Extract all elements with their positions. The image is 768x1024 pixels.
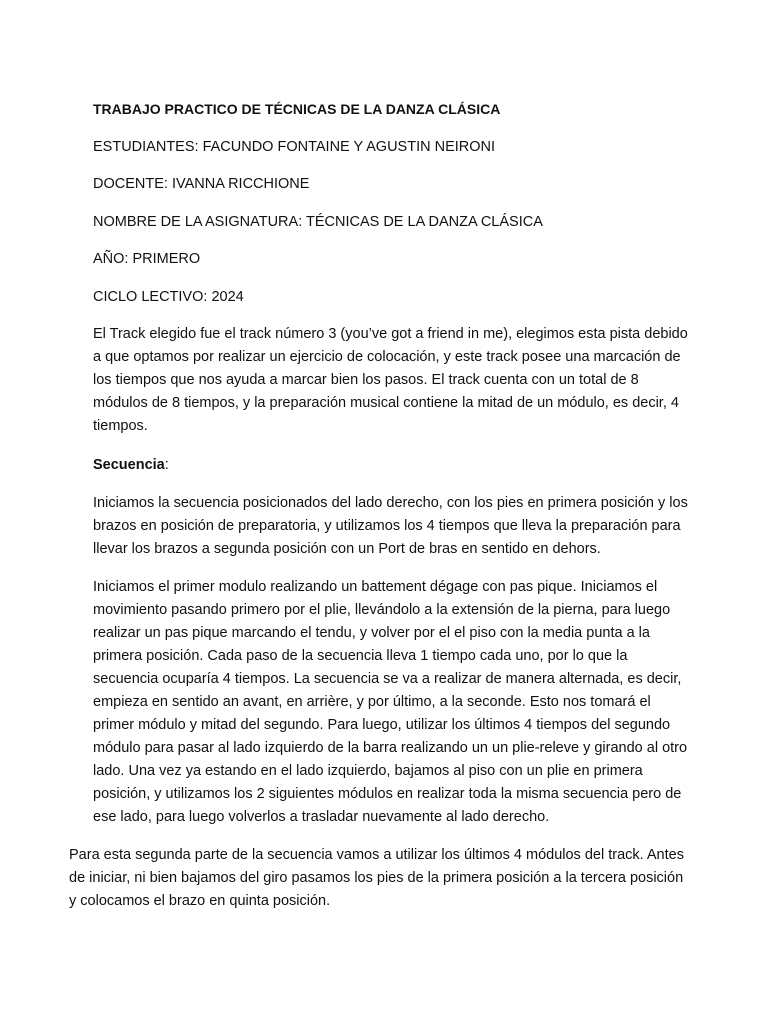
paragraph-sequence-start: Iniciamos la secuencia posicionados del lado derecho, con los pies en primera posición y los brazos en posición de preparatoria, y utilizamos los 4 tiempos que lleva la preparación para llevar los brazos a segunda posición con un Port de bras en sentido en dehors. bbox=[93, 495, 688, 557]
cycle-line: CICLO LECTIVO: 2024 bbox=[93, 289, 244, 305]
students-line: ESTUDIANTES: FACUNDO FONTAINE Y AGUSTIN NEIRONI bbox=[93, 139, 496, 155]
subject-line: NOMBRE DE LA ASIGNATURA: TÉCNICAS DE LA DANZA CLÁSICA bbox=[93, 214, 543, 230]
paragraph-first-module: Iniciamos el primer modulo realizando un battement dégage con pas pique. Iniciamos el movimiento pasando primero por el plie, llevándolo a la extensión de la pierna, para luego realizar un pas pique marcando el tendu, y volver por el el piso con la media punta a la primera posición. Cada paso de la secuencia lleva 1 tiempo cada uno, por lo que la secuencia ocuparía 4 tiempos. La secuencia se va a realizar de manera alternada, es decir, empieza en sentido an avant, en arrière, y por último, a la seconde. Esto nos tomará el primer módulo y mitad del segundo. Para luego, utilizar los últimos 4 tiempos del segundo módulo para pasar al lado izquierdo de la barra realizando un un plie-releve y girando al otro lado. Una vez ya estando en el lado izquierdo, bajamos al piso con un plie en primera posición, y utilizamos los 2 siguientes módulos en realizar toda la misma secuencia pero de ese lado, para luego volverlos a trasladar nuevamente al lado derecho. bbox=[93, 579, 688, 825]
year-line: AÑO: PRIMERO bbox=[93, 251, 201, 267]
paragraph-second-part: Para esta segunda parte de la secuencia vamos a utilizar los últimos 4 módulos del track. Antes de iniciar, ni bien bajamos del giro pasamos los pies de la primera posición a la tercera posición y colocamos el brazo en quinta posición. bbox=[69, 847, 684, 909]
sequence-heading-colon: : bbox=[164, 457, 169, 473]
paragraph-track-description: El Track elegido fue el track número 3 (you’ve got a friend in me), elegimos esta pista debido a que optamos por realizar un ejercicio de colocación, y este track posee una marcación de los tiempos que nos ayuda a marcar bien los pasos. El track cuenta con un total de 8 módulos de 8 tiempos, y la preparación musical contiene la mitad de un módulo, es decir, 4 tiempos. bbox=[93, 326, 688, 434]
document-title: TRABAJO PRACTICO DE TÉCNICAS DE LA DANZA CLÁSICA bbox=[93, 101, 501, 117]
sequence-heading-text: Secuencia bbox=[93, 457, 165, 473]
sequence-heading bbox=[93, 454, 689, 477]
teacher-line: DOCENTE: IVANNA RICCHIONE bbox=[93, 176, 310, 192]
